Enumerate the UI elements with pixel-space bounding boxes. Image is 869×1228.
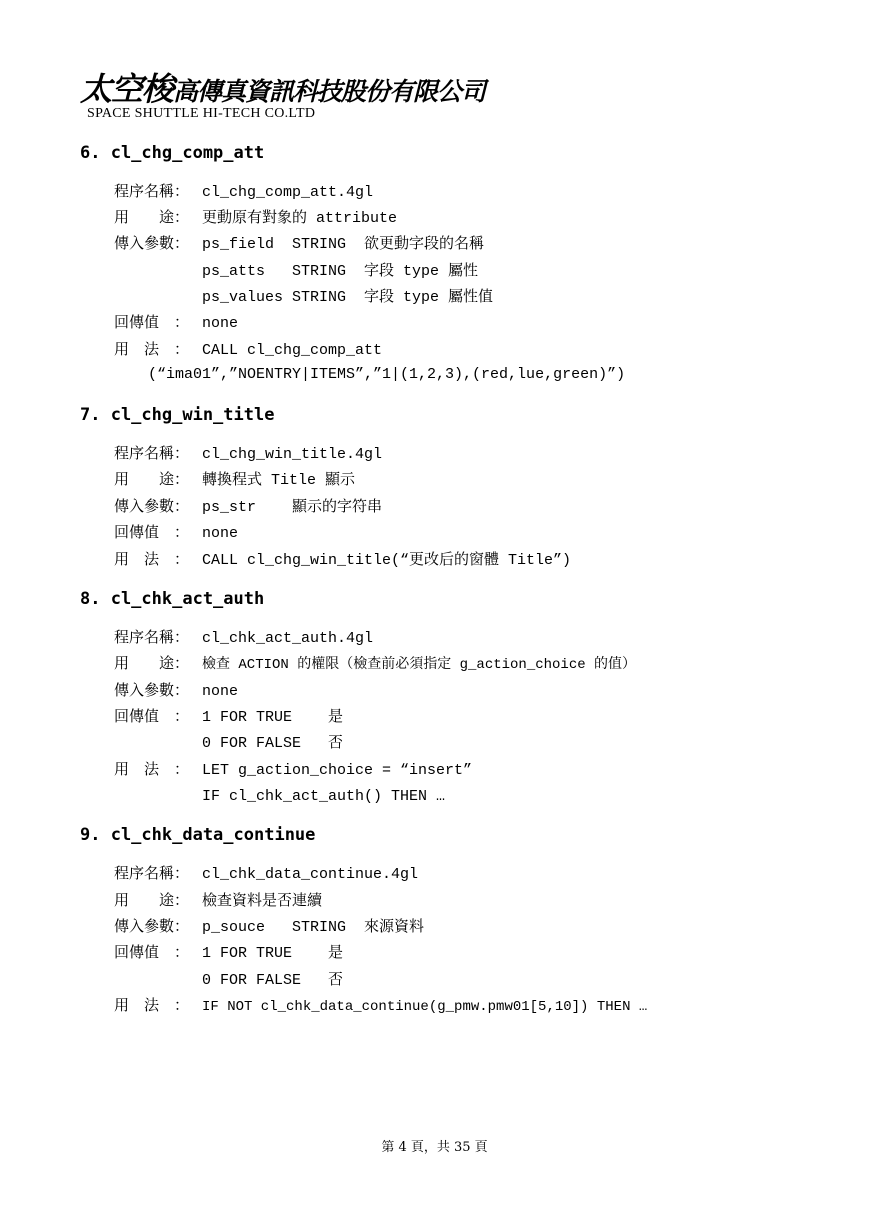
section-heading: 8. cl_chk_act_auth xyxy=(80,589,265,609)
field-row: 回傳值 ： none xyxy=(114,523,239,542)
field-row: ps_values STRING 字段 type 屬性值 xyxy=(202,289,494,306)
field-row: 程序名稱： cl_chg_comp_att.4gl xyxy=(114,182,374,201)
field-row: 回傳值 ： 1 FOR TRUE 是 xyxy=(114,943,344,962)
section-heading: 6. cl_chg_comp_att xyxy=(80,143,265,163)
field-row: 用 法 ： LET g_action_choice = “insert” xyxy=(114,760,473,779)
field-row: 0 FOR FALSE 否 xyxy=(202,735,344,752)
field-row: 傳入參數： p_souce STRING 來源資料 xyxy=(114,917,425,936)
usage-continuation: (“ima01”,”NOENTRY|ITEMS”,”1|(1,2,3),(red,lue,green)”) xyxy=(148,366,626,383)
field-row: 回傳值 ： 1 FOR TRUE 是 xyxy=(114,707,344,726)
field-row: ps_atts STRING 字段 type 屬性 xyxy=(202,263,479,280)
field-row: 用 途： 轉換程式 Title 顯示 xyxy=(114,470,356,489)
section-heading: 7. cl_chg_win_title xyxy=(80,405,275,425)
field-row: IF cl_chk_act_auth() THEN … xyxy=(202,788,446,805)
field-row: 用 途： 檢查 ACTION 的權限（檢查前必須指定 g_action_choice 的值） xyxy=(114,654,637,673)
field-row: 用 法 ： IF NOT cl_chk_data_continue(g_pmw.pmw01[5,10]) THEN … xyxy=(114,996,648,1015)
field-row: 傳入參數： ps_str 顯示的字符串 xyxy=(114,497,383,516)
field-row: 程序名稱： cl_chg_win_title.4gl xyxy=(114,444,383,463)
field-row: 傳入參數： ps_field STRING 欲更動字段的名稱 xyxy=(114,234,485,253)
field-row: 用 途： 檢查資料是否連續 xyxy=(114,891,323,910)
field-row: 用 法 ： CALL cl_chg_comp_att xyxy=(114,340,383,359)
field-row: 回傳值 ： none xyxy=(114,313,239,332)
field-row: 程序名稱： cl_chk_data_continue.4gl xyxy=(114,864,419,883)
field-row: 用 途： 更動原有對象的 attribute xyxy=(114,208,398,227)
section-heading: 9. cl_chk_data_continue xyxy=(80,825,316,845)
page-number: 第 4 頁，共 35 頁 xyxy=(381,1140,488,1155)
company-name xyxy=(80,64,485,110)
field-row: 0 FOR FALSE 否 xyxy=(202,972,344,989)
company-english-name: SPACE SHUTTLE HI-TECH CO.LTD xyxy=(87,106,316,121)
company-name-rest: 高傳真資訊科技股份有限公司 xyxy=(173,77,486,106)
field-row: 程序名稱： cl_chk_act_auth.4gl xyxy=(114,628,374,647)
field-row: 傳入參數： none xyxy=(114,681,239,700)
company-name-main: 太空梭 xyxy=(80,70,174,108)
field-row: 用 法 ： CALL cl_chg_win_title(“更改后的窗體 Title”) xyxy=(114,550,572,569)
